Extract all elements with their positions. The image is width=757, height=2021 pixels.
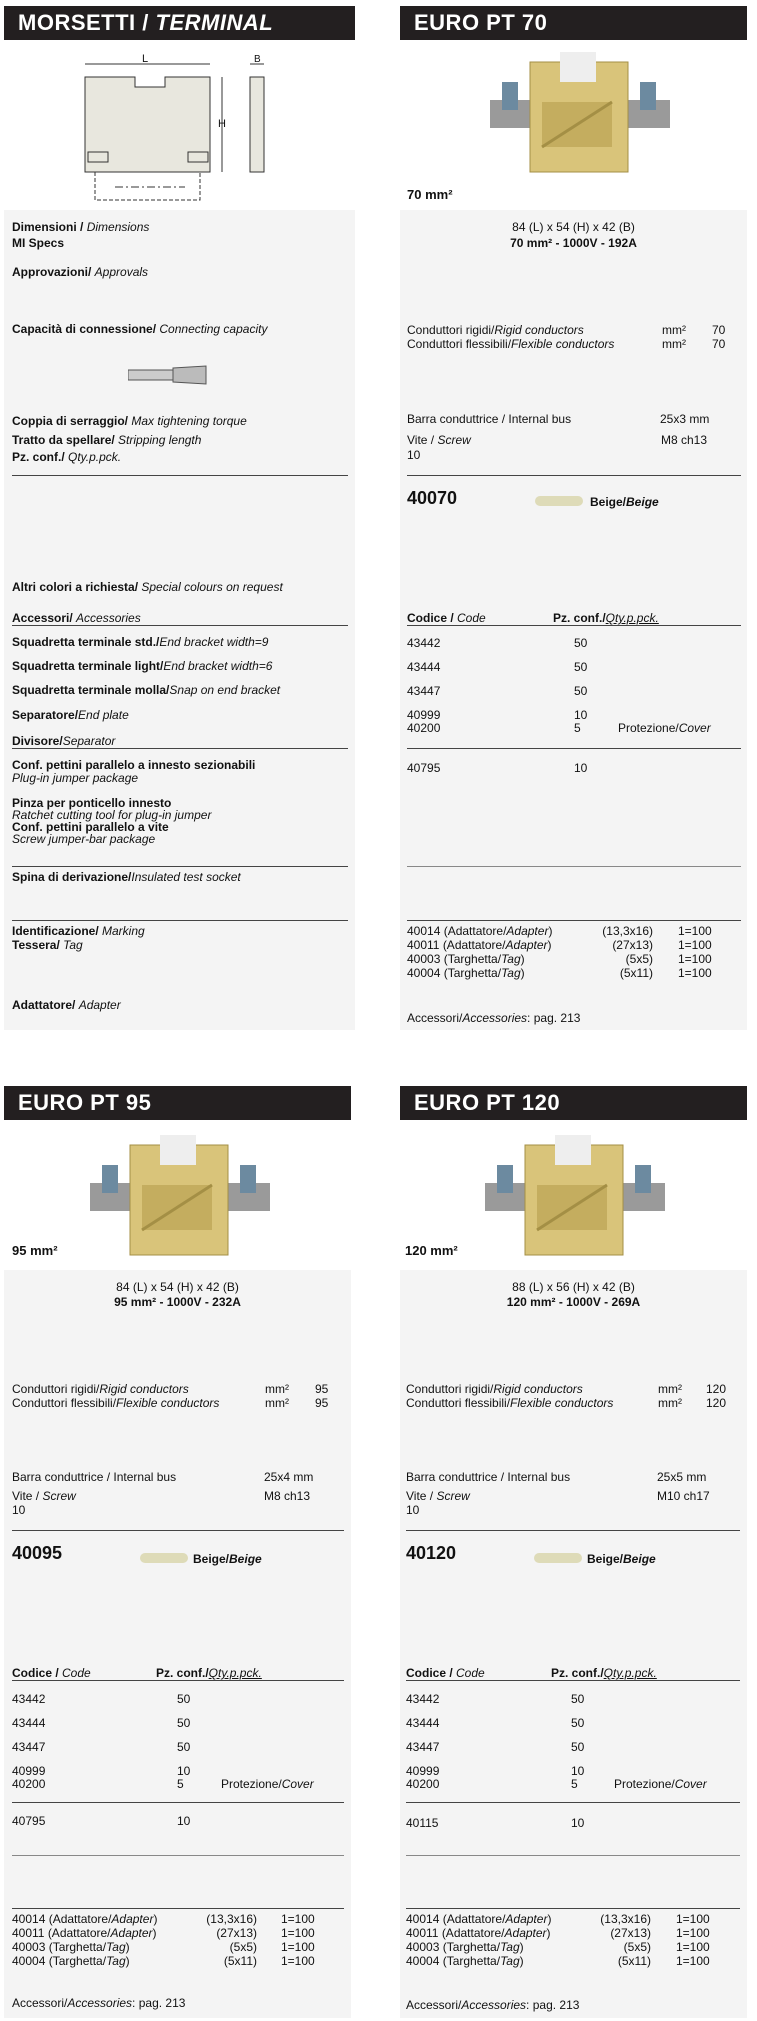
diagram-label-l: L	[142, 53, 149, 65]
pt120-qty: 10	[406, 1503, 420, 1517]
divider	[12, 1908, 344, 1909]
label-pettini-vite-en: Screw jumper-bar package	[12, 832, 156, 846]
pt120-tag-2-pack: 1=100	[676, 1926, 710, 1940]
pt120-rigid-unit: mm²	[658, 1382, 682, 1396]
pt95-acc-qty-1: 50	[177, 1692, 191, 1706]
section-70mm2: 70 mm²	[407, 187, 453, 202]
pt95-protezione: Protezione/Cover	[221, 1777, 314, 1791]
pt120-tag-3-pack: 1=100	[676, 1940, 710, 1954]
divider	[407, 625, 741, 626]
pt95-code: 40095	[12, 1543, 63, 1563]
pt95-tag-1-size: (13,3x16)	[206, 1912, 257, 1926]
divider	[12, 1530, 344, 1531]
label-pettini-en: Plug-in jumper package	[12, 771, 139, 785]
pt70-acc-qty-1: 50	[574, 636, 588, 650]
pt120-beige-label: Beige/Beige	[587, 1552, 656, 1566]
label-tessera: Tessera/ Tag	[12, 938, 83, 952]
pt120-flex-unit: mm²	[658, 1396, 682, 1410]
pt120-flex: Conduttori flessibili/Flexible conductors	[406, 1396, 614, 1410]
pt70-flex-unit: mm²	[662, 337, 686, 351]
label-squadretta-light: Squadretta terminale light/End bracket width=6	[12, 659, 273, 673]
pt120-protezione: Protezione/Cover	[614, 1777, 707, 1791]
pt70-protezione: Protezione/Cover	[618, 721, 711, 735]
pt120-tag-1: 40014 (Adattatore/Adapter)	[406, 1912, 552, 1926]
pt70-acc-code-3: 43447	[407, 684, 441, 698]
pt95-tag-1-pack: 1=100	[281, 1912, 315, 1926]
header-euro-pt120: EURO PT 120	[400, 1086, 747, 1120]
pt70-acc-code-1: 43442	[407, 636, 441, 650]
pt120-bus: Barra conduttrice / Internal bus	[406, 1470, 571, 1484]
pt95-acc-qty-2: 50	[177, 1716, 191, 1730]
label-mi-specs: MI Specs	[12, 236, 65, 250]
pt70-beige-swatch	[535, 496, 583, 506]
label-separatore: Separatore/End plate	[12, 708, 129, 722]
pt95-flex: Conduttori flessibili/Flexible conductors	[12, 1396, 220, 1410]
label-squadretta-molla: Squadretta terminale molla/Snap on end bracket	[12, 683, 281, 697]
pt70-tag-1: 40014 (Adattatore/Adapter)	[407, 924, 553, 938]
pt95-rigid-value: 95	[315, 1382, 329, 1396]
divider	[12, 1802, 344, 1803]
pt70-rigid-value: 70	[712, 323, 726, 337]
pt120-acc-code-2: 43444	[406, 1716, 440, 1730]
pt70-tag-3-pack: 1=100	[678, 952, 712, 966]
pt95-flex-value: 95	[315, 1396, 329, 1410]
pt70-flex-value: 70	[712, 337, 726, 351]
pt120-code: 40120	[406, 1543, 457, 1563]
pt120-tag-2-size: (27x13)	[610, 1926, 651, 1940]
divider	[12, 475, 348, 476]
divider	[12, 748, 348, 749]
pt95-codice-header: Codice / Code	[12, 1666, 91, 1680]
pt95-beige-swatch	[140, 1553, 188, 1563]
divider	[407, 748, 741, 749]
pt120-acc-code-6: 40115	[406, 1816, 439, 1830]
pt70-tag-1-pack: 1=100	[678, 924, 712, 938]
diagram-label-h: H	[218, 118, 226, 130]
pt95-tag-2: 40011 (Adattatore/Adapter)	[12, 1926, 157, 1940]
pt95-dims: 84 (L) x 54 (H) x 42 (B)	[116, 1280, 239, 1294]
terminal-dimension-diagram	[60, 52, 290, 212]
pt120-spec: 120 mm² - 1000V - 269A	[506, 1295, 641, 1309]
pt70-acc-code-4: 40999	[407, 708, 441, 722]
pt70-acc-qty-4: 10	[574, 708, 588, 722]
header-terminal-blocks: MORSETTI / TERMINAL BLOCKS	[4, 6, 355, 40]
pt70-pzconf-header: Pz. conf./Qty.p.pck.	[553, 611, 659, 625]
pt95-acc-qty-5: 5	[177, 1777, 184, 1791]
pt120-acc-qty-4: 10	[571, 1764, 585, 1778]
pt95-screw-value: M8 ch13	[264, 1489, 311, 1503]
pt120-tag-4-size: (5x11)	[617, 1954, 651, 1968]
divider	[406, 1855, 740, 1856]
pt70-acc-code-5: 40200	[407, 721, 441, 735]
pt120-acc-qty-3: 50	[571, 1740, 585, 1754]
pt120-acc-qty-5: 5	[571, 1777, 578, 1791]
pt120-pzconf-header: Pz. conf./Qty.p.pck.	[551, 1666, 657, 1680]
pt95-acc-code-3: 43447	[12, 1740, 46, 1754]
pt120-codice-header: Codice / Code	[406, 1666, 485, 1680]
pt95-tag-2-pack: 1=100	[281, 1926, 315, 1940]
label-coppia: Coppia di serraggio/ Max tightening torque	[12, 414, 247, 428]
pt70-acc-code-2: 43444	[407, 660, 441, 674]
label-accessori: Accessori/ Accessories	[12, 611, 141, 625]
pt95-rigid: Conduttori rigidi/Rigid conductors	[12, 1382, 189, 1396]
pt70-flex: Conduttori flessibili/Flexible conductors	[407, 337, 615, 351]
pt95-tag-3-size: (5x5)	[229, 1940, 257, 1954]
pt120-tag-4: 40004 (Targhetta/Tag)	[406, 1954, 524, 1968]
pt95-acc-qty-6: 10	[177, 1814, 191, 1828]
pt70-beige-label: Beige/Beige	[590, 495, 659, 509]
pt120-acc-ref: Accessori/Accessories: pag. 213	[406, 1998, 580, 2012]
pt120-tag-3: 40003 (Targhetta/Tag)	[406, 1940, 524, 1954]
label-pinza: Pinza per ponticello innesto	[12, 796, 172, 810]
pt70-bus: Barra conduttrice / Internal bus	[407, 412, 572, 426]
label-pettini: Conf. pettini parallelo a innesto sezionabili	[12, 758, 256, 772]
pt95-pzconf-header: Pz. conf./Qty.p.pck.	[156, 1666, 262, 1680]
pt95-qty: 10	[12, 1503, 26, 1517]
pt95-acc-qty-3: 50	[177, 1740, 191, 1754]
pt120-screw-value: M10 ch17	[657, 1489, 710, 1503]
pt70-tag-2: 40011 (Adattatore/Adapter)	[407, 938, 552, 952]
pt95-acc-code-4: 40999	[12, 1764, 46, 1778]
pt70-screw-value: M8 ch13	[661, 433, 708, 447]
pt70-tag-1-size: (13,3x16)	[602, 924, 653, 938]
pt120-tag-1-size: (13,3x16)	[600, 1912, 651, 1926]
label-divisore: Divisore/Separator	[12, 734, 116, 748]
pt120-tag-4-pack: 1=100	[676, 1954, 710, 1968]
pt70-acc-ref: Accessori/Accessories: pag. 213	[407, 1011, 581, 1025]
pt95-beige-label: Beige/Beige	[193, 1552, 262, 1566]
pt70-acc-qty-6: 10	[574, 761, 588, 775]
pt70-tag-2-size: (27x13)	[612, 938, 653, 952]
pt120-acc-qty-6: 10	[571, 1816, 585, 1830]
euro-pt95-terminal-image	[90, 1135, 270, 1265]
pt95-acc-code-5: 40200	[12, 1777, 46, 1791]
pt70-qty: 10	[407, 448, 421, 462]
divider	[12, 920, 348, 921]
divider	[406, 1530, 740, 1531]
pt120-acc-qty-2: 50	[571, 1716, 585, 1730]
pt120-tag-3-size: (5x5)	[623, 1940, 651, 1954]
label-approvazioni: Approvazioni/ Approvals	[12, 265, 149, 279]
pt70-tag-4: 40004 (Targhetta/Tag)	[407, 966, 525, 980]
label-pinza-en: Ratchet cutting tool for plug-in jumper	[12, 808, 212, 822]
divider	[12, 1855, 344, 1856]
pt95-acc-code-2: 43444	[12, 1716, 46, 1730]
pt95-tag-2-size: (27x13)	[216, 1926, 257, 1940]
pt70-dims: 84 (L) x 54 (H) x 42 (B)	[512, 220, 635, 234]
pt95-tag-3-pack: 1=100	[281, 1940, 315, 1954]
pt120-flex-value: 120	[706, 1396, 727, 1410]
pt95-flex-unit: mm²	[265, 1396, 289, 1410]
pt70-acc-qty-2: 50	[574, 660, 588, 674]
label-pzconf: Pz. conf./ Qty.p.pck.	[12, 450, 122, 464]
label-adattatore: Adattatore/ Adapter	[12, 998, 121, 1012]
pt95-acc-code-1: 43442	[12, 1692, 46, 1706]
pt95-spec: 95 mm² - 1000V - 232A	[114, 1295, 241, 1309]
divider	[407, 920, 741, 921]
pt120-dims: 88 (L) x 56 (H) x 42 (B)	[512, 1280, 635, 1294]
divider	[406, 1680, 740, 1681]
divider	[12, 625, 348, 626]
pt70-rigid: Conduttori rigidi/Rigid conductors	[407, 323, 584, 337]
label-capacita: Capacità di connessione/ Connecting capacity	[12, 322, 268, 336]
pt70-tag-3-size: (5x5)	[625, 952, 653, 966]
divider	[407, 475, 741, 476]
divider	[12, 1680, 344, 1681]
pt120-acc-code-3: 43447	[406, 1740, 440, 1754]
pt70-acc-qty-3: 50	[574, 684, 588, 698]
pt70-acc-code-6: 40795	[407, 761, 441, 775]
pt95-tag-4: 40004 (Targhetta/Tag)	[12, 1954, 130, 1968]
pt95-tag-4-pack: 1=100	[281, 1954, 315, 1968]
pt120-rigid: Conduttori rigidi/Rigid conductors	[406, 1382, 583, 1396]
divider	[407, 866, 741, 867]
pt95-tag-1: 40014 (Adattatore/Adapter)	[12, 1912, 158, 1926]
pt120-tag-1-pack: 1=100	[676, 1912, 710, 1926]
pt70-codice-header: Codice / Code	[407, 611, 486, 625]
label-squadretta-std: Squadretta terminale std./End bracket width=9	[12, 635, 269, 649]
label-dimensioni: Dimensioni / Dimensions	[12, 220, 150, 234]
pt70-code: 40070	[407, 488, 458, 508]
pt70-bus-value: 25x3 mm	[660, 412, 710, 426]
divider	[12, 866, 348, 867]
pt95-bus-value: 25x4 mm	[264, 1470, 314, 1484]
pt70-tag-4-size: (5x11)	[619, 966, 653, 980]
pt95-tag-4-size: (5x11)	[223, 1954, 257, 1968]
pt70-tag-2-pack: 1=100	[678, 938, 712, 952]
section-95mm2: 95 mm²	[12, 1243, 58, 1258]
pt95-screw: Vite / Screw	[12, 1489, 76, 1503]
pt95-tag-3: 40003 (Targhetta/Tag)	[12, 1940, 130, 1954]
wire-ferrule-icon	[128, 364, 208, 386]
pt95-bus: Barra conduttrice / Internal bus	[12, 1470, 177, 1484]
euro-pt120-terminal-image	[485, 1135, 665, 1265]
pt95-rigid-unit: mm²	[265, 1382, 289, 1396]
label-pettini-vite: Conf. pettini parallelo a vite	[12, 820, 169, 834]
label-altri-colori: Altri colori a richiesta/ Special colours on request	[12, 580, 283, 594]
pt120-acc-qty-1: 50	[571, 1692, 585, 1706]
pt95-acc-ref: Accessori/Accessories: pag. 213	[12, 1996, 186, 2010]
pt120-bus-value: 25x5 mm	[657, 1470, 707, 1484]
section-120mm2: 120 mm²	[405, 1243, 458, 1258]
diagram-label-b: B	[254, 54, 261, 65]
pt70-tag-4-pack: 1=100	[678, 966, 712, 980]
pt95-acc-code-6: 40795	[12, 1814, 46, 1828]
pt120-acc-code-4: 40999	[406, 1764, 440, 1778]
pt95-acc-qty-4: 10	[177, 1764, 191, 1778]
label-tratto: Tratto da spellare/ Stripping length	[12, 433, 202, 447]
divider	[406, 1802, 740, 1803]
pt70-tag-3: 40003 (Targhetta/Tag)	[407, 952, 525, 966]
label-spina: Spina di derivazione/Insulated test socket	[12, 870, 241, 884]
pt120-tag-2: 40011 (Adattatore/Adapter)	[406, 1926, 551, 1940]
pt70-screw: Vite / Screw	[407, 433, 471, 447]
pt120-screw: Vite / Screw	[406, 1489, 470, 1503]
euro-pt70-terminal-image	[490, 52, 670, 182]
pt70-acc-qty-5: 5	[574, 721, 581, 735]
label-identificazione: Identificazione/ Marking	[12, 924, 145, 938]
pt120-beige-swatch	[534, 1553, 582, 1563]
pt120-acc-code-5: 40200	[406, 1777, 440, 1791]
header-euro-pt95: EURO PT 95	[4, 1086, 351, 1120]
pt120-acc-code-1: 43442	[406, 1692, 440, 1706]
pt70-rigid-unit: mm²	[662, 323, 686, 337]
header-euro-pt70: EURO PT 70	[400, 6, 747, 40]
pt120-rigid-value: 120	[706, 1382, 727, 1396]
pt70-spec: 70 mm² - 1000V - 192A	[510, 236, 637, 250]
divider	[406, 1908, 740, 1909]
